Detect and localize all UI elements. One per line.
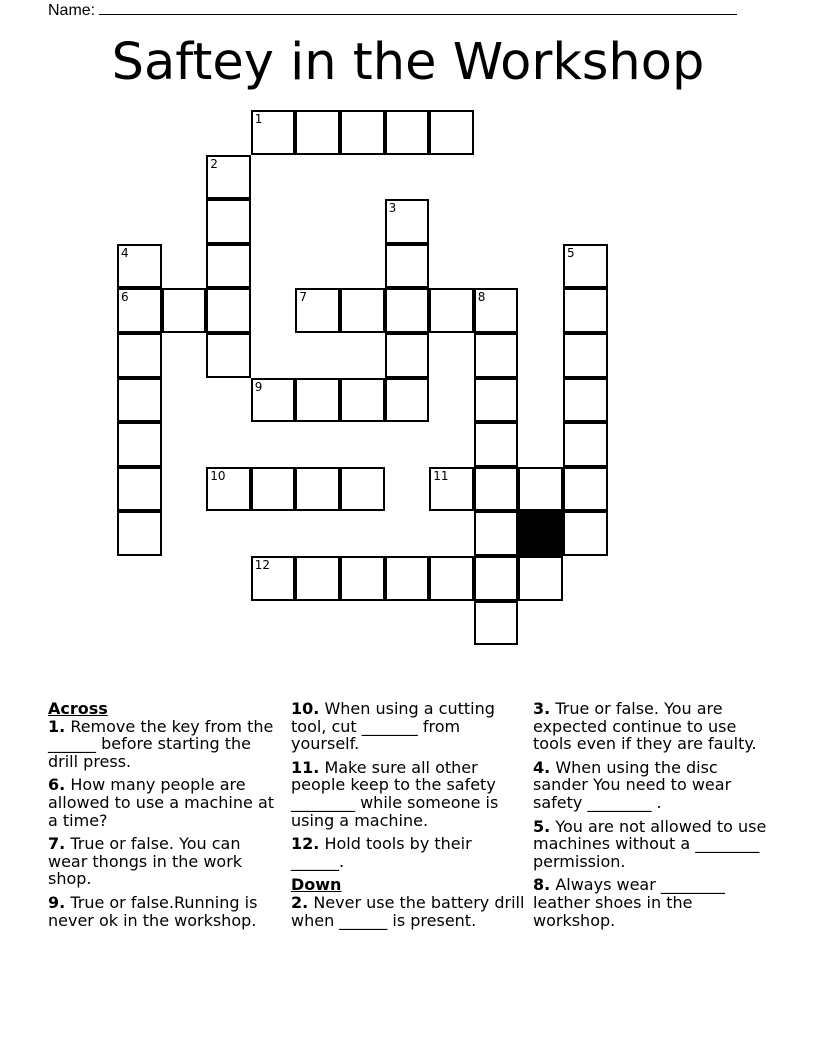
cell-number: 4: [121, 245, 129, 260]
cell-number: 2: [210, 156, 218, 171]
grid-cell[interactable]: [474, 556, 519, 601]
clue-down-5: 5. You are not allowed to use machines without a ________ permission.: [533, 816, 767, 871]
grid-cell[interactable]: [429, 556, 474, 601]
grid-cell[interactable]: [563, 333, 608, 378]
across-heading: Across: [48, 699, 108, 718]
grid-cell[interactable]: [162, 288, 207, 333]
clue-column-1: [48, 700, 284, 935]
grid-cell[interactable]: [474, 288, 519, 333]
grid-cell[interactable]: [117, 422, 162, 467]
grid-cell[interactable]: [429, 467, 474, 512]
grid-cell[interactable]: [206, 288, 251, 333]
grid-cell[interactable]: [295, 467, 340, 512]
grid-cell[interactable]: [474, 467, 519, 512]
grid-cell[interactable]: [117, 244, 162, 289]
grid-cell[interactable]: [429, 110, 474, 155]
grid-cell[interactable]: [385, 288, 430, 333]
clue-across-11: 11. Make sure all other people keep to the safety ________ while someone is using a machine.: [291, 757, 499, 830]
cell-number: 3: [388, 201, 397, 216]
grid-cell[interactable]: [563, 511, 608, 556]
clue-down-8: 8. Always wear ________ leather shoes in the workshop.: [533, 875, 725, 930]
grid-cell[interactable]: [251, 556, 296, 601]
grid-cell[interactable]: [340, 378, 385, 423]
grid-cell[interactable]: [429, 288, 474, 333]
grid-cell[interactable]: [251, 378, 296, 423]
grid-cell[interactable]: [385, 199, 430, 244]
grid-cell[interactable]: [117, 467, 162, 512]
cell-number: 10: [210, 468, 226, 483]
grid-cell[interactable]: [117, 511, 162, 556]
cell-number: 9: [254, 379, 263, 394]
clue-across-12: 12. Hold tools by their ______.: [291, 834, 472, 871]
page-title: Saftey in the Workshop: [111, 33, 705, 92]
cell-number: 11: [433, 468, 449, 483]
grid-cell[interactable]: [385, 110, 430, 155]
grid-cell[interactable]: [295, 110, 340, 155]
grid-cell[interactable]: [518, 467, 563, 512]
grid-cell[interactable]: [117, 378, 162, 423]
grid-cell[interactable]: [295, 288, 340, 333]
clue-across-6: 6. How many people are allowed to use a machine at a time?: [48, 775, 275, 830]
clue-column-2: [291, 700, 527, 935]
grid-cell[interactable]: [563, 378, 608, 423]
name-label: Name:: [48, 2, 96, 19]
grid-cell[interactable]: [474, 601, 519, 646]
grid-cell[interactable]: [340, 288, 385, 333]
grid-cell[interactable]: [206, 244, 251, 289]
grid-cell[interactable]: [474, 422, 519, 467]
grid-cell[interactable]: [340, 556, 385, 601]
grid-cell[interactable]: [340, 110, 385, 155]
cell-number: 5: [567, 245, 575, 260]
grid-cell[interactable]: [385, 244, 430, 289]
grid-cell[interactable]: [251, 110, 296, 155]
clue-down-2: 2. Never use the battery drill when ______ is present.: [291, 892, 525, 930]
clue-across-7: 7. True or false. You can wear thongs in the work shop.: [48, 834, 243, 889]
cell-number: 8: [477, 290, 486, 305]
grid-cell[interactable]: [563, 288, 608, 333]
grid-cell[interactable]: [563, 422, 608, 467]
grid-cell[interactable]: [206, 155, 251, 200]
down-heading: Down: [291, 875, 342, 895]
cell-number: 1: [254, 112, 263, 126]
grid-cell[interactable]: [385, 333, 430, 378]
grid-cell[interactable]: [117, 333, 162, 378]
grid-cell[interactable]: [206, 467, 251, 512]
clue-across-9: 9. True or false.Running is never ok in the workshop.: [48, 892, 258, 930]
grid-cell[interactable]: [206, 199, 251, 244]
grid-cell[interactable]: [206, 333, 251, 378]
grid-cell[interactable]: [340, 467, 385, 512]
cell-number: 12: [254, 558, 271, 572]
clue-across-1: 1. Remove the key from the ______ before starting the drill press.: [48, 716, 274, 771]
grid-cell[interactable]: [563, 244, 608, 289]
clue-column-3: [533, 700, 773, 935]
grid-cell[interactable]: [251, 467, 296, 512]
cell-number: 7: [299, 290, 308, 305]
grid-cell[interactable]: [474, 378, 519, 423]
grid-cell[interactable]: [295, 378, 340, 423]
clue-down-3: 3. True or false. You are expected continue to use tools even if they are faulty.: [533, 699, 757, 754]
clue-down-4: 4. When using the disc sander You need to wear safety ________ .: [533, 757, 732, 812]
grid-cell[interactable]: [518, 556, 563, 601]
grid-cell[interactable]: [295, 556, 340, 601]
grid-cell[interactable]: [563, 467, 608, 512]
grid-cell[interactable]: [385, 378, 430, 423]
grid-cell[interactable]: [474, 511, 519, 556]
grid-cell[interactable]: [117, 288, 162, 333]
clue-across-10: 10. When using a cutting tool, cut _______ from yourself.: [291, 699, 495, 754]
grid-block-cell: [518, 511, 563, 556]
cell-number: 6: [121, 290, 129, 305]
grid-cell[interactable]: [385, 556, 430, 601]
grid-cell[interactable]: [474, 333, 519, 378]
